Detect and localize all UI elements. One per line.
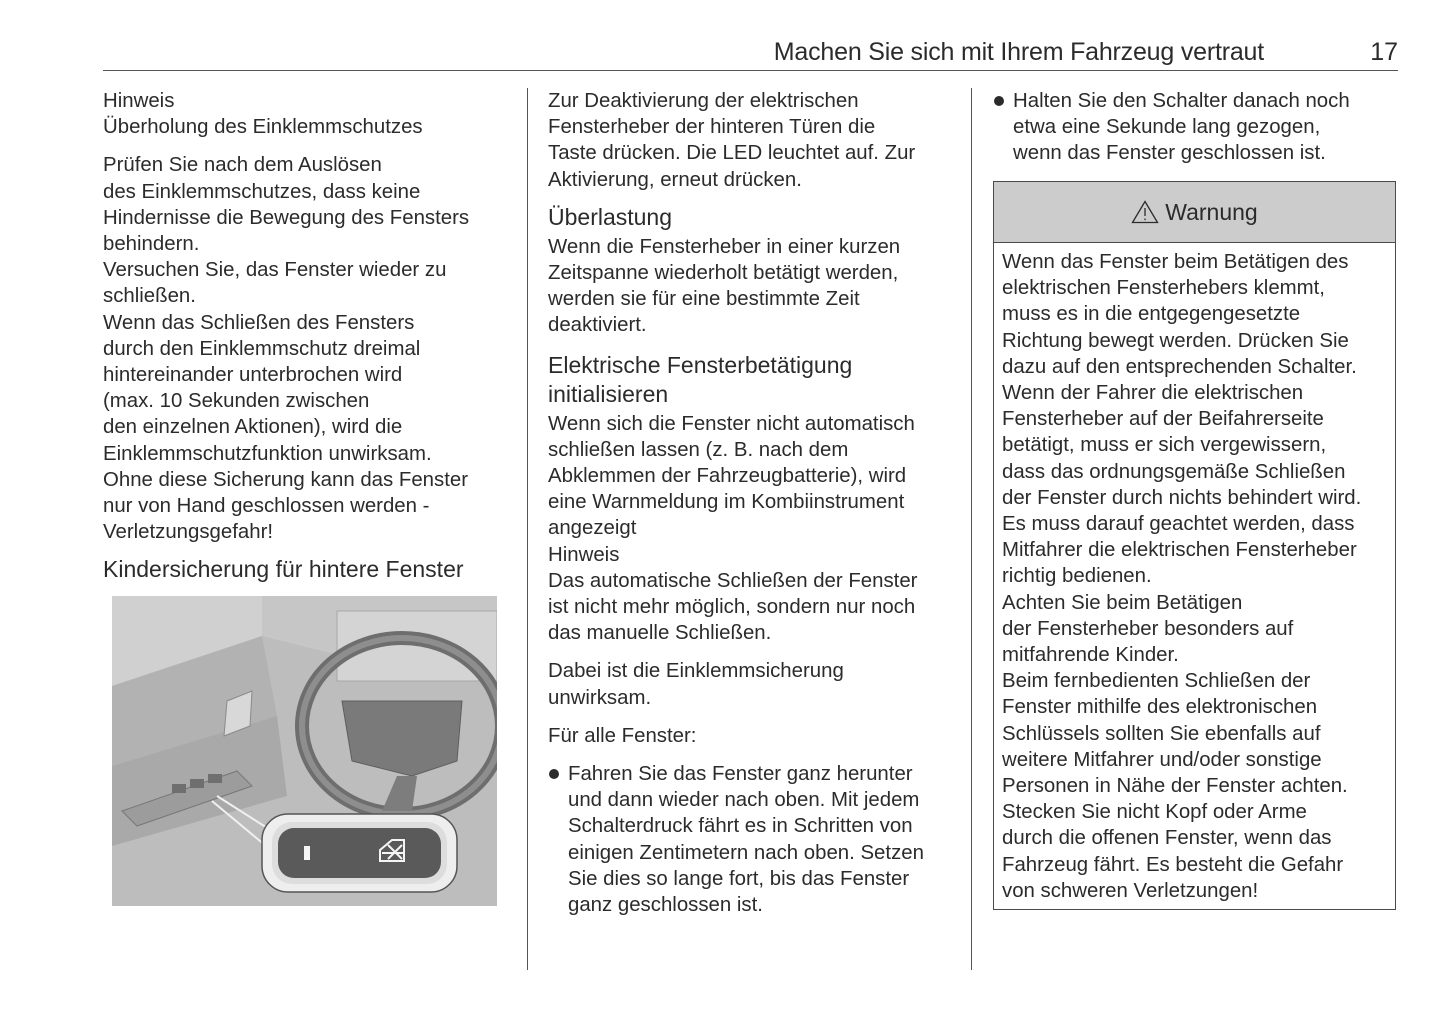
note-label: Hinweis <box>103 90 175 112</box>
text-line: und dann wieder nach oben. Mit jedem <box>568 789 920 812</box>
text-line: der Fensterheber besonders auf <box>1002 617 1294 640</box>
text-line: Zeitspanne wiederholt betätigt werden, <box>548 262 899 285</box>
chapter-title: Machen Sie sich mit Ihrem Fahrzeug vertraut <box>773 38 1264 66</box>
text-line: Einklemmschutzfunktion unwirksam. <box>103 442 432 465</box>
text-line: Achten Sie beim Betätigen <box>1002 591 1243 614</box>
text-line: Fahrzeug fährt. Es besteht die Gefahr <box>1002 853 1344 876</box>
text-line: Personen in Nähe der Fenster achten. <box>1002 775 1348 798</box>
text-line: Aktivierung, erneut drücken. <box>548 168 802 191</box>
column-2 <box>548 88 963 918</box>
text-line: dass das ordnungsgemäße Schließen <box>1002 460 1346 483</box>
anti-pinch-paragraph <box>103 152 513 545</box>
text-line: das manuelle Schließen. <box>548 622 772 645</box>
text-line: Wenn der Fahrer die elektrischen <box>1002 382 1304 405</box>
text-line: schließen lassen (z. B. nach dem <box>548 438 849 461</box>
text-line: des Einklemmschutzes, dass keine <box>103 180 421 203</box>
page-number: 17 <box>1370 38 1398 66</box>
text-line: Fensterheber der hinteren Türen die <box>548 116 876 139</box>
text-line: Schlüssels sollten Sie ebenfalls auf <box>1002 722 1321 745</box>
text-line: Taste drücken. Die LED leuchtet auf. Zur <box>548 142 916 165</box>
text-line: Stecken Sie nicht Kopf oder Arme <box>1002 801 1307 824</box>
heading-line: Elektrische Fensterbetätigung <box>548 351 853 378</box>
list-item <box>993 88 1398 167</box>
text-line: durch die offenen Fenster, wenn das <box>1002 827 1332 850</box>
text-line: hintereinander unterbrochen wird <box>103 364 403 387</box>
text-line: etwa eine Sekunde lang gezogen, <box>1013 116 1321 139</box>
text-line: durch den Einklemmschutz dreimal <box>103 337 421 360</box>
text-line: Zur Deaktivierung der elektrischen <box>548 90 859 112</box>
deactivation-paragraph <box>548 88 963 193</box>
note-label: Hinweis <box>548 543 620 566</box>
text-line: Richtung bewegt werden. Drücken Sie <box>1002 329 1349 352</box>
door-panel-illustration <box>112 596 497 906</box>
initialize-paragraph <box>548 411 963 542</box>
column-1 <box>103 88 513 906</box>
text-line: von schweren Verletzungen! <box>1002 879 1259 902</box>
text-line: eine Warnmeldung im Kombiinstrument <box>548 491 905 514</box>
overload-paragraph <box>548 234 963 339</box>
text-line: mitfahrende Kinder. <box>1002 644 1179 667</box>
text-line: Sie dies so lange fort, bis das Fenster <box>568 867 910 890</box>
column-divider-2 <box>971 88 972 970</box>
text-line: Prüfen Sie nach dem Auslösen <box>103 154 382 177</box>
text-line: Wenn sich die Fenster nicht automatisch <box>548 412 915 435</box>
section-heading-initialize <box>548 351 963 409</box>
text-line: nur von Hand geschlossen werden - <box>103 495 430 518</box>
warning-header <box>994 182 1395 243</box>
text-line: behindern. <box>103 233 200 256</box>
list-item <box>548 761 963 918</box>
car-interior-illustration <box>112 596 497 906</box>
text-line: schließen. <box>103 285 196 308</box>
text-line: Verletzungsgefahr! <box>103 521 274 544</box>
text-line: Hindernisse die Bewegung des Fensters <box>103 206 470 229</box>
warning-box <box>993 181 1396 910</box>
text-line: einigen Zentimetern nach oben. Setzen <box>568 841 924 864</box>
warning-title: Warnung <box>1165 198 1258 225</box>
page-header <box>103 36 1398 71</box>
text-line: Wenn das Schließen des Fensters <box>103 311 415 334</box>
heading-line: initialisieren <box>548 380 669 407</box>
all-windows-label: Für alle Fenster: <box>548 724 697 747</box>
subheading-anti-pinch-inactive <box>548 658 963 710</box>
child-lock-button <box>278 828 441 878</box>
text-line: Versuchen Sie, das Fenster wieder zu <box>103 259 447 282</box>
text-line: angezeigt <box>548 517 637 540</box>
led-indicator-icon <box>304 846 310 860</box>
note-subtitle: Überholung des Einklemmschutzes <box>103 116 423 139</box>
bullet-icon <box>549 769 559 779</box>
text-line: Wenn die Fensterheber in einer kurzen <box>548 235 901 258</box>
text-line: betätigt, muss er sich vergewissern, <box>1002 434 1327 457</box>
warning-text <box>994 243 1395 904</box>
text-line: dazu auf den entsprechenden Schalter. <box>1002 355 1357 378</box>
text-line: Fensterheber auf der Beifahrerseite <box>1002 408 1324 431</box>
column-divider-1 <box>527 88 528 970</box>
text-line: weitere Mitfahrer und/oder sonstige <box>1002 748 1322 771</box>
text-line: Es muss darauf geachtet werden, dass <box>1002 513 1355 536</box>
heading-line: Dabei ist die Einklemmsicherung <box>548 660 844 683</box>
text-line: Mitfahrer die elektrischen Fensterheber <box>1002 539 1357 562</box>
section-heading-child-lock: Kindersicherung für hintere Fenster <box>103 556 464 583</box>
section-heading-overload: Überlastung <box>548 203 673 230</box>
text-line: Abklemmen der Fahrzeugbatterie), wird <box>548 465 907 488</box>
text-line: der Fenster durch nichts behindert wird. <box>1002 486 1362 509</box>
text-line: ist nicht mehr möglich, sondern nur noch <box>548 596 916 619</box>
text-line: Schalterdruck fährt es in Schritten von <box>568 815 913 838</box>
column-3 <box>993 88 1398 167</box>
text-line: ganz geschlossen ist. <box>568 894 763 917</box>
text-line: muss es in die entgegengesetzte <box>1002 303 1301 326</box>
text-line: richtig bedienen. <box>1002 565 1152 588</box>
text-line: wenn das Fenster geschlossen ist. <box>1013 142 1326 165</box>
text-line: Beim fernbedienten Schließen der <box>1002 670 1311 693</box>
text-line: Fenster mithilfe des elektronischen <box>1002 696 1318 719</box>
text-line: Das automatische Schließen der Fenster <box>548 569 918 592</box>
note-paragraph <box>548 568 963 647</box>
text-line: elektrischen Fensterhebers klemmt, <box>1002 277 1325 300</box>
warning-triangle-icon <box>1131 200 1159 224</box>
text-line: den einzelnen Aktionen), wird die <box>103 416 403 439</box>
text-line: (max. 10 Sekunden zwischen <box>103 390 370 413</box>
text-line: Ohne diese Sicherung kann das Fenster <box>103 468 468 491</box>
text-line: Halten Sie den Schalter danach noch <box>1013 90 1350 112</box>
heading-line: unwirksam. <box>548 686 652 709</box>
text-line: werden sie für eine bestimmte Zeit <box>548 288 860 311</box>
text-line: Fahren Sie das Fenster ganz herunter <box>568 763 913 786</box>
text-line: Wenn das Fenster beim Betätigen des <box>1002 251 1349 273</box>
text-line: deaktiviert. <box>548 314 647 337</box>
bullet-icon <box>994 96 1004 106</box>
